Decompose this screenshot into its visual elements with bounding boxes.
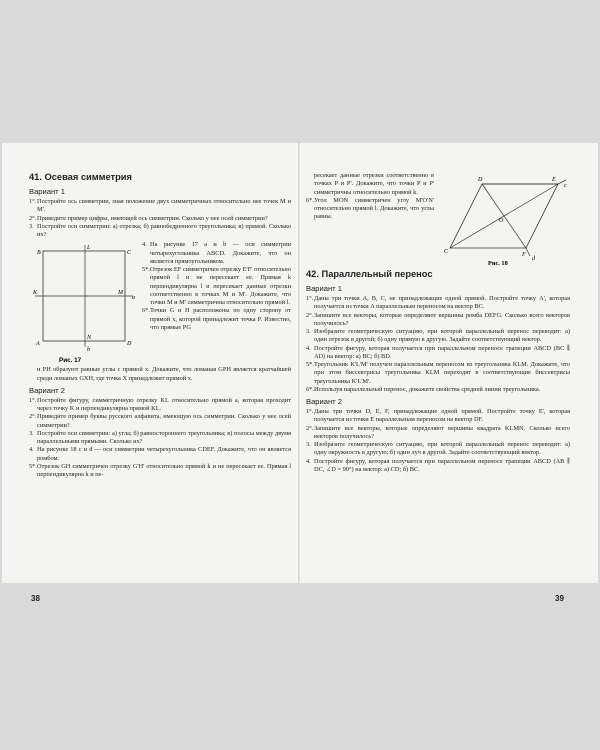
exercise-item <box>29 215 291 223</box>
exercise-number: 4. <box>306 344 311 352</box>
book-gutter <box>298 143 300 583</box>
exercise-item <box>306 408 570 425</box>
exercise-item <box>29 463 291 480</box>
fig-label: C <box>444 249 449 255</box>
exercise-item <box>306 386 570 394</box>
exercise-number: 3. <box>306 328 311 335</box>
page-number-left: 38 <box>31 594 40 603</box>
left-page <box>29 172 291 479</box>
exercise-item <box>29 223 291 240</box>
figure-18 <box>442 174 570 266</box>
exercise-number: 3. <box>29 222 34 230</box>
exercise-number: 3. <box>29 429 34 437</box>
fig-label: d <box>532 256 535 262</box>
exercise-item <box>142 241 291 266</box>
variant-2-heading: Вариант 2 <box>306 397 342 406</box>
exercise-text: Запишите все векторы, которые определяют вершины квадрата KLMN. Сколько всего векторов получилось? <box>314 424 570 440</box>
exercise-text: Постройте фигуру, симметричную отрезку KL относительно прямой a, которая проходит через точку K и перпендикулярна прямой KL. <box>37 396 291 412</box>
fig-label: D <box>478 177 483 183</box>
figure-caption: Рис. 18 <box>488 260 508 266</box>
exercise-continuation: ресекает данные отрезки соответственно в точках P и P'. Докажите, что точки P и P' симметричны относительно прямой k. <box>314 172 434 196</box>
figure-caption: Рис. 17 <box>59 357 82 365</box>
exercise-number: 5*. <box>306 361 314 368</box>
exercise-item <box>306 295 570 312</box>
exercise-text: Приведите пример цифры, имеющей ось симметрии. Сколько у нее осей симметрии? <box>37 214 268 222</box>
exercise-number: 6*. <box>142 307 150 315</box>
exercise-item <box>29 397 291 414</box>
exercise-number: 5*. <box>29 462 37 470</box>
exercise-number: 4. <box>142 241 147 249</box>
exercise-text: Постройте оси симметрии: а) отрезка; б) равнобедренного треугольника; в) прямой. Сколько их? <box>37 222 291 238</box>
exercise-item <box>306 425 570 442</box>
fig-label: C <box>127 250 132 257</box>
exercise-number: 6*. <box>306 196 314 204</box>
exercise-number: 6*. <box>306 385 314 393</box>
exercise-text: Используя параллельный перенос, докажите свойства средней линии треугольника. <box>314 385 541 393</box>
exercise-text: Точки G и H расположены по одну сторону от прямой x, которой принадлежит точка P. Известно, что прямые PG <box>150 307 291 331</box>
exercise-item <box>306 197 434 222</box>
exercise-text: Приведите пример буквы русского алфавита, имеющую ось симметрии. Сколько у нее осей симметрии? <box>37 413 291 429</box>
fig-label: B <box>37 250 41 257</box>
exercise-item <box>306 328 570 345</box>
fig-label: D <box>127 341 132 348</box>
exercise-text: Постройте фигуру, которая получается при параллельном переносе трапеции ABCD (BC ∥ AD) на вектор: а) BC; б) BD. <box>314 344 570 360</box>
fig-label: F <box>522 252 526 258</box>
exercise-continuation: и PH образуют равные углы с прямой x. Докажите, что ломаная GPH является кратчайшей среди ломаных GXH, где точка X принадлежит прямой x. <box>37 366 291 382</box>
exercise-item <box>306 361 570 386</box>
exercise-item <box>306 312 570 329</box>
variant-1-heading: Вариант 1 <box>306 284 342 293</box>
exercise-item <box>29 413 291 430</box>
exercise-item <box>306 441 570 458</box>
fig-label: N <box>87 335 92 342</box>
fig-label: M <box>118 290 123 297</box>
exercise-text: Отрезок EF симметричен отрезку E'F' относительно прямой l и не пересекает ее. Прямая k перпендикулярна l и пересекает данные отрезки соответственно в точках M и M'. Докажите, что точки M и M' симметричны относительно прямой l. <box>150 266 291 306</box>
figure-side-text <box>306 172 434 222</box>
right-page <box>306 172 570 474</box>
exercise-item <box>306 458 570 475</box>
exercise-text: Угол MON симметричен углу M'O'N' относительно прямой l. Докажите, что углы равны. <box>314 196 434 221</box>
variant-1-heading: Вариант 1 <box>29 187 65 196</box>
section-title-42: 42. Параллельный перенос <box>306 269 433 279</box>
fig-label: O <box>499 218 504 224</box>
exercise-number: 2°. <box>306 311 314 319</box>
exercise-number: 1°. <box>306 295 314 302</box>
fig-label: L <box>87 245 91 252</box>
exercise-text: Постройте фигуру, которая получается при параллельном переносе трапеции ABCD (AB ∥ DC, ∠D = 90°) на вектор: а) CD; б) BC. <box>314 457 570 473</box>
exercise-item <box>306 345 570 362</box>
figure-17 <box>29 241 137 366</box>
exercise-number: 4. <box>29 446 34 454</box>
fig-label: A <box>36 341 40 348</box>
exercise-number: 5*. <box>142 266 150 273</box>
variant-2-heading: Вариант 2 <box>29 385 65 395</box>
exercise-text: Постройте оси симметрии: а) угла; б) равностороннего треугольника; в) полосы между двумя параллельными прямыми. Сколько их? <box>37 429 291 445</box>
exercise-item <box>142 307 291 332</box>
fig-label: E <box>552 177 556 183</box>
exercise-text: Изобразите геометрическую ситуацию, при которой параллельный перенос переводит: а) одну окружность в другую; б) один луч в другой. Задайте соответствующий вектор. <box>314 441 570 457</box>
fig-label: b <box>87 347 90 354</box>
exercise-number: 3. <box>306 441 311 448</box>
exercise-text: На рисунке 17 a и b — оси симметрии четырехугольника ABCD. Докажите, что он является прямоугольником. <box>150 241 291 265</box>
page-number-right: 39 <box>555 594 564 603</box>
exercise-number: 1°. <box>29 198 37 205</box>
exercise-text: Постройте ось симметрии, зная положение двух симметричных относительно нее точек M и M'. <box>37 198 291 214</box>
figure-block <box>29 241 291 366</box>
exercise-number: 2°. <box>306 424 314 432</box>
fig-label: c <box>564 183 567 189</box>
exercise-text: Даны три точки A, B, C, не принадлежащие одной прямой. Постройте точку A', которая получается из точки A параллельным переносом на вектор BC. <box>314 295 570 311</box>
figure-block <box>306 172 570 266</box>
figure-side-text <box>142 241 291 332</box>
exercise-text: Изобразите геометрическую ситуацию, при которой параллельный перенос переводит: а) один отрезок в другой; б) одну прямую в другую. Задайте соответствующий вектор. <box>314 328 570 344</box>
exercise-number: 1°. <box>306 408 314 415</box>
exercise-text: Треугольник K'L'M' получен параллельным переносом из треугольника KLM. Докажите, что при этом биссектрисы треугольника KLM переходят в соответствующие биссектрисы треугольника K'L'M'. <box>314 361 570 385</box>
exercise-text: Запишите все векторы, которые определяют вершины ромба DEFG. Сколько всего векторов получилось? <box>314 311 570 327</box>
exercise-item <box>29 446 291 463</box>
section-title-41: 41. Осевая симметрия <box>29 172 132 182</box>
exercise-number: 2°. <box>29 413 37 421</box>
exercise-item <box>142 266 291 307</box>
exercise-text: Отрезок GH симметричен отрезку G'H' относительно прямой k и не пересекает ее. Прямая l перпендикулярна k и пе- <box>37 462 291 478</box>
fig-label: K <box>33 290 38 297</box>
exercise-item <box>29 430 291 447</box>
exercise-number: 1°. <box>29 396 37 404</box>
fig-label: a <box>132 295 135 302</box>
exercise-number: 2°. <box>29 214 37 222</box>
exercise-number: 4. <box>306 457 311 465</box>
exercise-item <box>29 198 291 215</box>
exercise-text: На рисунке 18 c и d — оси симметрии четырехугольника CDEF. Докажите, что он является ромбом. <box>37 446 291 462</box>
exercise-text: Даны три точки D, E, F, принадлежащие одной прямой. Постройте точку E', которая получается из точки E параллельным переносом на вектор DF. <box>314 408 570 424</box>
